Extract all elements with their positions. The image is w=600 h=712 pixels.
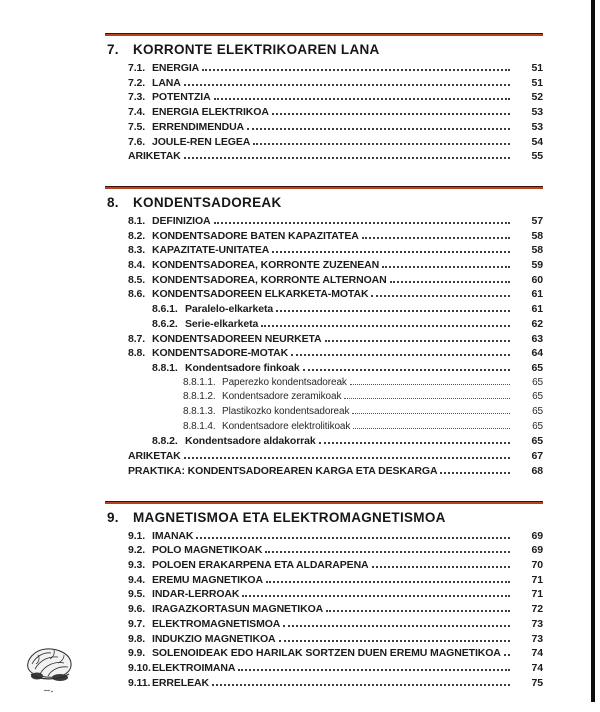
- dot-leader: [390, 281, 510, 283]
- entry-label: IMANAK: [152, 529, 194, 542]
- toc-entry: [105, 529, 543, 544]
- section-number: 8.: [107, 194, 119, 210]
- entry-number: 8.6.: [128, 288, 146, 301]
- page-number: 61: [531, 303, 543, 316]
- toc-entry: [105, 361, 543, 376]
- entry-number: 8.8.1.3.: [183, 406, 216, 418]
- toc-entry: [105, 587, 543, 602]
- page-number: 51: [531, 62, 543, 74]
- toc-entry: [105, 646, 543, 661]
- entry-label: ARIKETAK: [128, 450, 181, 463]
- page-number: 65: [531, 435, 543, 448]
- entry-label: Kondentsadore aldakorrak: [185, 435, 316, 448]
- page-number: 74: [531, 647, 543, 660]
- page-number: 73: [531, 632, 543, 645]
- dot-leader: [325, 340, 511, 342]
- entry-label: Kondentsadore zeramikoak: [222, 391, 342, 403]
- page-number: 74: [531, 661, 543, 674]
- entry-number: 9.2.: [128, 544, 146, 557]
- dot-leader: [362, 237, 510, 239]
- toc-entry: [105, 214, 543, 229]
- dot-leader: [353, 428, 510, 429]
- page-number: 65: [531, 361, 543, 374]
- toc-entry: [105, 258, 543, 273]
- entry-number: 8.8.2.: [152, 435, 178, 448]
- toc-section: [105, 33, 543, 164]
- toc-sections: [105, 33, 543, 712]
- section-number: 7.: [107, 42, 119, 57]
- dot-leader: [291, 354, 510, 356]
- entry-number: 8.7.: [128, 332, 146, 345]
- dot-leader: [272, 113, 510, 115]
- entry-number: 9.4.: [128, 573, 146, 586]
- page-number: 75: [531, 676, 543, 689]
- page-number: 73: [531, 617, 543, 630]
- section-rule: [105, 33, 543, 36]
- section-number: 9.: [107, 509, 119, 525]
- scan-page-edge: [591, 0, 595, 702]
- toc-entry: [105, 617, 543, 632]
- page-number: 65: [532, 391, 543, 403]
- entry-label: POLO MAGNETIKOAK: [152, 544, 263, 557]
- dot-leader: [261, 325, 510, 327]
- toc-entry: [105, 420, 543, 435]
- page-number: 69: [531, 544, 543, 557]
- entry-number: 8.8.1.1.: [183, 376, 216, 388]
- dot-leader: [196, 537, 510, 539]
- toc-section: [105, 186, 543, 479]
- dot-leader: [279, 640, 510, 642]
- entry-label: KONDENTSADORE-MOTAK: [152, 347, 289, 360]
- toc-entry: [105, 105, 543, 120]
- dot-leader: [350, 384, 510, 385]
- dot-leader: [238, 669, 510, 671]
- entry-number: 9.7.: [128, 617, 146, 630]
- entry-label: KONDENTSADOREEN ELKARKETA-MOTAK: [152, 288, 369, 301]
- toc-entry: [105, 405, 543, 420]
- dot-leader: [247, 128, 510, 130]
- entry-label: POTENTZIA: [152, 91, 211, 104]
- toc-entry: [105, 558, 543, 573]
- toc-entry: [105, 243, 543, 258]
- toc-entry: [105, 90, 543, 105]
- dot-leader: [242, 595, 510, 597]
- section-title: KONDENTSADOREAK: [133, 194, 282, 210]
- toc-entry: [105, 376, 543, 391]
- toc-entry: [105, 676, 543, 691]
- page-number: 53: [531, 106, 543, 119]
- entry-label: Kondentsadore elektrolitikoak: [222, 420, 351, 432]
- section-heading: [107, 510, 543, 525]
- page-number: 71: [531, 588, 543, 601]
- page-number: 57: [531, 214, 543, 227]
- entry-number: 8.5.: [128, 273, 146, 286]
- entry-number: 9.11.: [128, 676, 151, 689]
- page-number: 53: [531, 120, 543, 133]
- toc-entry: [105, 287, 543, 302]
- page-number: 54: [531, 135, 543, 148]
- entry-number: 9.3.: [128, 558, 146, 571]
- toc-entry: [105, 632, 543, 647]
- entry-label: INDUKZIO MAGNETIKOA: [152, 632, 276, 645]
- entry-label: ELEKTROMAGNETISMOA: [152, 617, 281, 630]
- entry-number: 8.4.: [128, 259, 146, 272]
- entry-label: KONDENTSADOREA, KORRONTE ZUZENEAN: [152, 259, 380, 272]
- entry-label: Plastikozko kondentsadoreak: [222, 406, 350, 418]
- entry-number: 7.3.: [128, 91, 146, 104]
- toc-entry: [105, 449, 543, 464]
- dot-leader: [272, 251, 510, 253]
- entry-number: 7.6.: [128, 135, 146, 148]
- dot-leader: [372, 566, 510, 568]
- entry-number: 8.8.1.4.: [183, 420, 216, 432]
- dot-leader: [184, 457, 510, 459]
- page-number: 71: [531, 573, 543, 586]
- toc-entry: [105, 434, 543, 449]
- dot-leader: [184, 157, 510, 159]
- dot-leader: [214, 222, 511, 224]
- entry-number: 7.1.: [128, 62, 146, 74]
- entry-label: ARIKETAK: [128, 150, 181, 163]
- page-number: 65: [532, 406, 543, 418]
- dot-leader: [283, 625, 510, 627]
- toc-entry: [105, 302, 543, 317]
- entry-label: DEFINIZIOA: [152, 214, 211, 227]
- dot-leader: [276, 310, 510, 312]
- page-number: 70: [531, 558, 543, 571]
- section-heading: [107, 195, 543, 210]
- entry-number: 8.6.2.: [152, 317, 178, 330]
- page-number: 69: [531, 529, 543, 542]
- entry-number: 9.5.: [128, 588, 146, 601]
- entry-label: PRAKTIKA: KONDENTSADOREAREN KARGA ETA DESKARGA: [128, 464, 438, 477]
- section-title: MAGNETISMOA ETA ELEKTROMAGNETISMOA: [133, 509, 446, 525]
- entry-label: INDAR-LERROAK: [152, 588, 240, 601]
- entry-label: Kondentsadore finkoak: [185, 361, 300, 374]
- toc-entry: [105, 149, 543, 164]
- entry-label: ENERGIA: [152, 62, 200, 74]
- page-number: 58: [531, 244, 543, 257]
- page-number: 68: [531, 464, 543, 477]
- entry-label: IRAGAZKORTASUN MAGNETIKOA: [152, 603, 324, 616]
- dot-leader: [352, 413, 510, 414]
- dot-leader: [440, 472, 510, 474]
- entry-label: Serie-elkarketa: [185, 317, 259, 330]
- entry-label: ERRELEAK: [152, 676, 209, 689]
- toc-section: [105, 501, 543, 691]
- entry-number: 9.8.: [128, 632, 146, 645]
- page-number: 63: [531, 332, 543, 345]
- entry-number: 8.1.: [128, 214, 146, 227]
- toc-entry: [105, 390, 543, 405]
- entry-label: ELEKTROIMANA: [152, 661, 236, 674]
- logo-caption-scribble: [44, 690, 53, 692]
- toc-entry: [105, 543, 543, 558]
- entry-number: 7.2.: [128, 76, 146, 89]
- entry-number: 8.2.: [128, 229, 146, 242]
- entry-number: 7.5.: [128, 120, 146, 133]
- entry-label: ERRENDIMENDUA: [152, 120, 245, 133]
- entry-label: KAPAZITATE-UNITATEA: [152, 244, 270, 257]
- entry-number: 9.9.: [128, 647, 146, 660]
- dot-leader: [202, 69, 510, 71]
- page-number: 65: [532, 420, 543, 432]
- entry-label: KONDENTSADOREEN NEURKETA: [152, 332, 322, 345]
- dot-leader: [266, 581, 510, 583]
- page-number: 52: [531, 91, 543, 104]
- page-number: 67: [531, 450, 543, 463]
- dot-leader: [504, 654, 510, 656]
- dot-leader: [214, 98, 510, 100]
- page-number: 59: [531, 259, 543, 272]
- section-rule: [105, 186, 543, 189]
- dot-leader: [326, 610, 510, 612]
- entry-label: KONDENTSADORE BATEN KAPAZITATEA: [152, 229, 359, 242]
- section-heading: [107, 42, 543, 57]
- entry-label: LANA: [152, 76, 181, 89]
- entry-number: 9.1.: [128, 529, 146, 542]
- entry-number: 8.3.: [128, 244, 146, 257]
- page-number: 58: [531, 229, 543, 242]
- entry-label: ENERGIA ELEKTRIKOA: [152, 106, 269, 119]
- section-title: KORRONTE ELEKTRIKOAREN LANA: [133, 42, 380, 57]
- toc-entry: [105, 661, 543, 676]
- page-number: 51: [531, 76, 543, 89]
- brain-sketch-icon: [18, 636, 80, 698]
- dot-leader: [319, 442, 510, 444]
- entry-label: SOLENOIDEAK EDO HARILAK SORTZEN DUEN EREMU MAGNETIKOA: [152, 647, 501, 660]
- toc-entry: [105, 573, 543, 588]
- dot-leader: [371, 295, 510, 297]
- dot-leader: [344, 398, 510, 399]
- entry-number: 7.4.: [128, 106, 146, 119]
- section-rule: [105, 501, 543, 504]
- dot-leader: [303, 369, 510, 371]
- page-number: 62: [531, 317, 543, 330]
- entry-label: Paralelo-elkarketa: [185, 303, 274, 316]
- page-number: 61: [531, 288, 543, 301]
- entry-number: 9.6.: [128, 603, 146, 616]
- dot-leader: [265, 551, 510, 553]
- toc-entry: [105, 273, 543, 288]
- entry-label: JOULE-REN LEGEA: [152, 135, 251, 148]
- entry-label: EREMU MAGNETIKOA: [152, 573, 263, 586]
- entry-number: 8.8.: [128, 347, 146, 360]
- toc-entry: [105, 332, 543, 347]
- toc-entry: [105, 61, 543, 76]
- toc-entry: [105, 346, 543, 361]
- toc-entry: [105, 76, 543, 91]
- dot-leader: [212, 684, 510, 686]
- page-number: 65: [532, 376, 543, 388]
- entry-number: 8.8.1.2.: [183, 391, 216, 403]
- entry-number: 8.6.1.: [152, 303, 178, 316]
- toc-entry: [105, 464, 543, 479]
- page-number: 60: [531, 273, 543, 286]
- entry-label: KONDENTSADOREA, KORRONTE ALTERNOAN: [152, 273, 387, 286]
- dot-leader: [253, 143, 510, 145]
- page-number: 64: [531, 347, 543, 360]
- toc-entry: [105, 120, 543, 135]
- toc-entry: [105, 135, 543, 150]
- entry-number: 8.8.1.: [152, 361, 178, 374]
- entry-label: Paperezko kondentsadoreak: [222, 376, 347, 388]
- toc-entry: [105, 229, 543, 244]
- dot-leader: [382, 266, 510, 268]
- dot-leader: [184, 84, 510, 86]
- toc-entry: [105, 317, 543, 332]
- entry-number: 9.10.: [128, 661, 151, 674]
- page-number: 55: [531, 150, 543, 163]
- entry-label: POLOEN ERAKARPENA ETA ALDARAPENA: [152, 558, 369, 571]
- page-number: 72: [531, 603, 543, 616]
- toc-entry: [105, 602, 543, 617]
